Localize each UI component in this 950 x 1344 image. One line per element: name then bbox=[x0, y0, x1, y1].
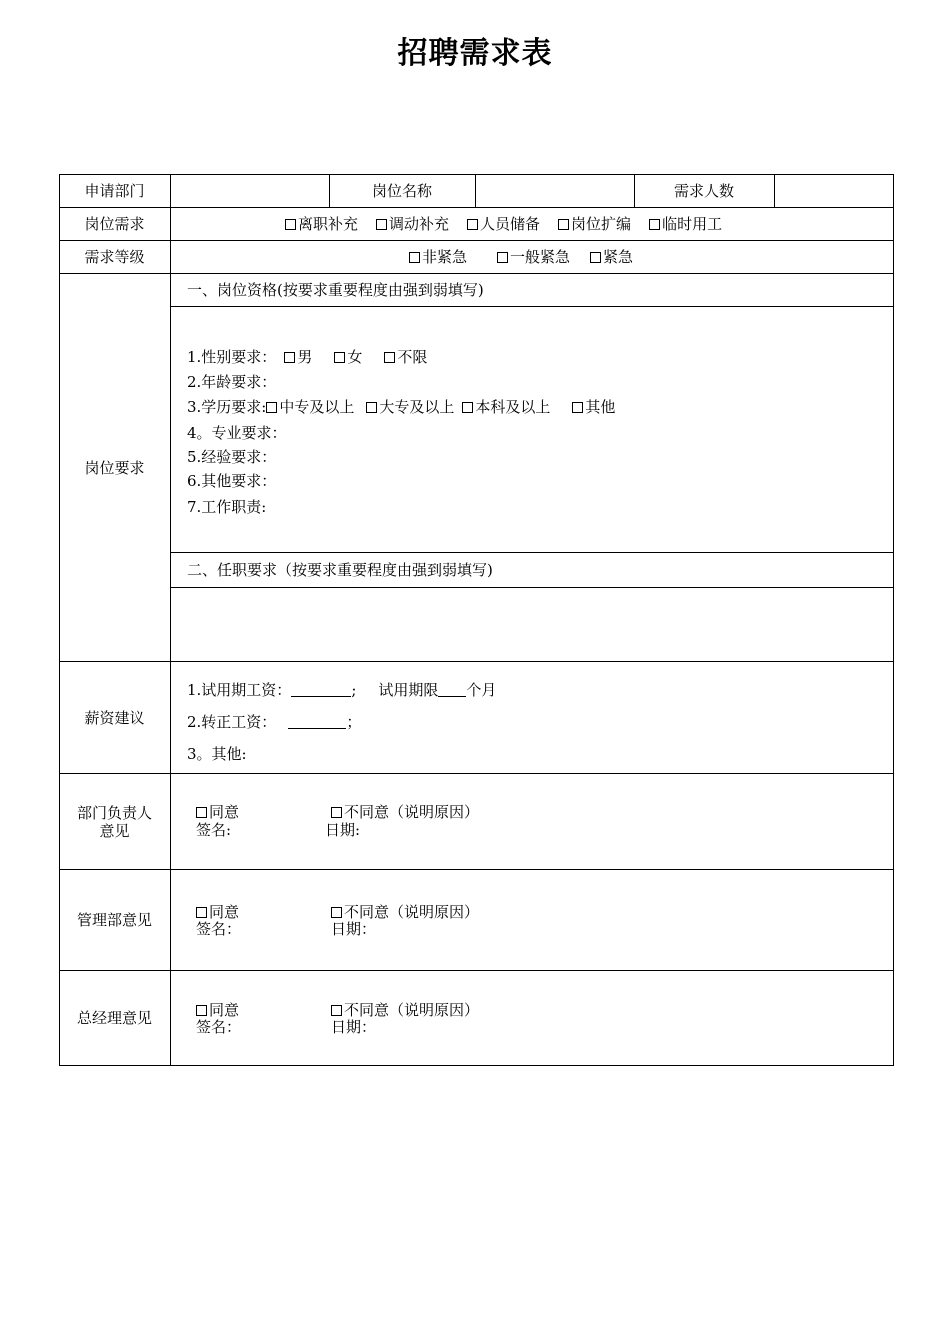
checkbox-icon bbox=[196, 807, 207, 818]
department-label: 申请部门 bbox=[84, 182, 145, 200]
dept-head-signature-label: 签名: bbox=[196, 821, 232, 839]
major-requirement-label: 4。专业要求： bbox=[187, 424, 287, 442]
headcount-label: 需求人数 bbox=[673, 182, 734, 200]
checkbox-icon bbox=[462, 402, 473, 413]
checkbox-icon bbox=[572, 402, 583, 413]
checkbox-icon bbox=[331, 1005, 342, 1016]
position-need-label: 岗位需求 bbox=[84, 215, 145, 233]
education-option-bachelor[interactable]: 本科及以上 bbox=[462, 397, 550, 417]
checkbox-icon bbox=[590, 252, 601, 263]
duties-label: 7.工作职责: bbox=[187, 498, 267, 516]
education-row: 3.学历要求: 中专及以上 大专及以上 本科及以上 其他 bbox=[187, 398, 616, 416]
gender-option-male[interactable]: 男 bbox=[284, 347, 312, 367]
need-option-resignation[interactable]: 离职补充 bbox=[285, 214, 358, 234]
education-option-college[interactable]: 大专及以上 bbox=[366, 397, 454, 417]
gender-option-female[interactable]: 女 bbox=[334, 347, 362, 367]
checkbox-icon bbox=[384, 352, 395, 363]
salary-label: 薪资建议 bbox=[84, 709, 145, 727]
position-need-options bbox=[285, 214, 722, 234]
position-requirements-label: 岗位要求 bbox=[84, 459, 145, 477]
job-requirements-field[interactable] bbox=[174, 591, 890, 657]
checkbox-icon bbox=[376, 219, 387, 230]
position-name-field[interactable] bbox=[479, 178, 630, 204]
dept-head-date-label: 日期: bbox=[325, 821, 361, 839]
checkbox-icon bbox=[331, 907, 342, 918]
section1-title: 一、岗位资格(按要求重要程度由强到弱填写) bbox=[187, 281, 484, 299]
dept-head-agree-option[interactable]: 同意 bbox=[196, 802, 239, 822]
section2-title: 二、任职要求（按要求重要程度由强到弱填写) bbox=[187, 561, 493, 579]
checkbox-icon bbox=[331, 807, 342, 818]
salary-other-label: 3。其他: bbox=[187, 745, 247, 763]
regular-salary-blank[interactable] bbox=[288, 714, 346, 729]
checkbox-icon bbox=[366, 402, 377, 413]
headcount-field[interactable] bbox=[778, 178, 890, 204]
regular-salary-row: 2.转正工资： ； bbox=[187, 713, 362, 731]
gm-agree-option[interactable]: 同意 bbox=[196, 1000, 239, 1020]
gm-opinion-label: 总经理意见 bbox=[76, 1009, 152, 1027]
other-requirement-label: 6.其他要求： bbox=[187, 472, 277, 490]
department-field[interactable] bbox=[174, 178, 325, 204]
need-option-reserve[interactable]: 人员储备 bbox=[467, 214, 540, 234]
form-title: 招聘需求表 bbox=[397, 36, 553, 71]
gm-signature-label: 签名： bbox=[196, 1018, 242, 1036]
need-level-label: 需求等级 bbox=[84, 248, 145, 266]
need-option-temporary[interactable]: 临时用工 bbox=[649, 214, 722, 234]
gender-option-any[interactable]: 不限 bbox=[384, 347, 427, 367]
checkbox-icon bbox=[285, 219, 296, 230]
checkbox-icon bbox=[558, 219, 569, 230]
management-date-label: 日期： bbox=[331, 920, 377, 938]
management-agree-option[interactable]: 同意 bbox=[196, 902, 239, 922]
probation-period-blank[interactable] bbox=[438, 682, 466, 697]
probation-salary-blank[interactable] bbox=[291, 682, 351, 697]
level-option-urgent[interactable]: 紧急 bbox=[590, 247, 633, 267]
checkbox-icon bbox=[284, 352, 295, 363]
checkbox-icon bbox=[497, 252, 508, 263]
checkbox-icon bbox=[409, 252, 420, 263]
need-option-transfer[interactable]: 调动补充 bbox=[376, 214, 449, 234]
checkbox-icon bbox=[196, 1005, 207, 1016]
position-name-label: 岗位名称 bbox=[371, 182, 432, 200]
probation-salary-row: 1.试用期工资： ; 试用期限 个月 bbox=[187, 681, 497, 699]
education-option-other[interactable]: 其他 bbox=[572, 397, 615, 417]
checkbox-icon bbox=[334, 352, 345, 363]
checkbox-icon bbox=[196, 907, 207, 918]
experience-requirement-label: 5.经验要求： bbox=[187, 448, 277, 466]
gender-row: 1.性别要求： 男 女 不限 bbox=[187, 348, 428, 366]
age-requirement-label: 2.年龄要求： bbox=[187, 373, 277, 391]
management-disagree-option[interactable]: 不同意（说明原因） bbox=[331, 902, 479, 922]
gm-disagree-option[interactable]: 不同意（说明原因） bbox=[331, 1000, 479, 1020]
checkbox-icon bbox=[266, 402, 277, 413]
management-signature-label: 签名： bbox=[196, 920, 242, 938]
level-option-normal-urgent[interactable]: 一般紧急 bbox=[497, 247, 570, 267]
gm-date-label: 日期： bbox=[331, 1018, 377, 1036]
dept-head-disagree-option[interactable]: 不同意（说明原因） bbox=[331, 802, 479, 822]
checkbox-icon bbox=[467, 219, 478, 230]
level-option-non-urgent[interactable]: 非紧急 bbox=[409, 247, 467, 267]
education-option-secondary[interactable]: 中专及以上 bbox=[266, 397, 354, 417]
dept-head-opinion-label: 部门负责人 意见 bbox=[76, 804, 152, 840]
checkbox-icon bbox=[649, 219, 660, 230]
need-option-expansion[interactable]: 岗位扩编 bbox=[558, 214, 631, 234]
need-level-options bbox=[409, 247, 633, 267]
management-opinion-label: 管理部意见 bbox=[76, 911, 152, 929]
